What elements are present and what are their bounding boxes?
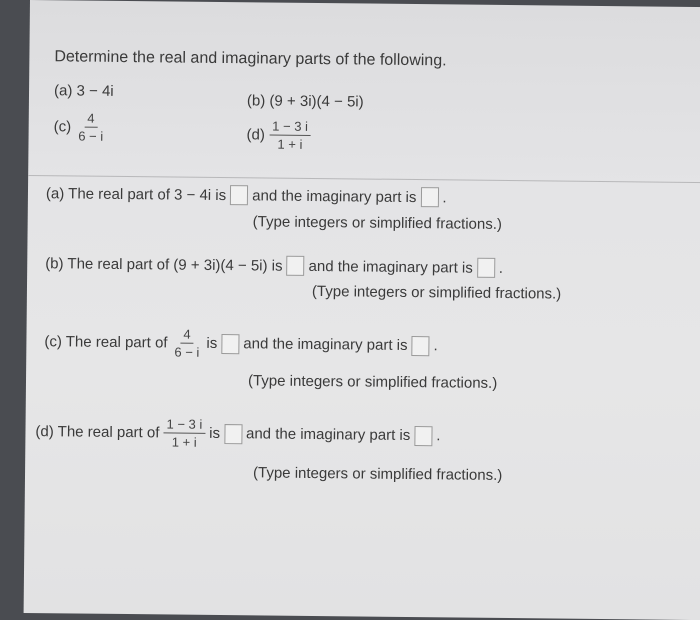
question-a-middle: and the imaginary part is	[252, 186, 417, 206]
item-c-fraction	[75, 110, 106, 143]
item-d-denominator: 1 + i	[277, 136, 303, 152]
question-a	[46, 183, 447, 207]
item-d-numerator: 1 − 3 i	[269, 119, 311, 136]
question-c-end: .	[433, 337, 438, 355]
question-b-hint: (Type integers or simplified fractions.)	[311, 282, 562, 303]
question-b-middle: and the imaginary part is	[308, 257, 473, 277]
item-c-numerator: 4	[84, 111, 97, 128]
answer-a-imaginary-input[interactable]	[420, 187, 438, 207]
question-d-is: is	[209, 424, 221, 443]
question-d-fraction	[163, 416, 205, 449]
item-a-label: (a)	[53, 82, 73, 100]
item-b-label: (b)	[246, 92, 266, 110]
question-d-middle: and the imaginary part is	[245, 425, 411, 445]
question-a-hint: (Type integers or simplified fractions.)	[252, 213, 503, 233]
item-c	[54, 110, 107, 144]
question-b-prefix: (b) The real part of (9 + 3i)(4 − 5i) is	[45, 254, 283, 275]
question-a-end: .	[442, 188, 447, 206]
question-d-prefix: (d) The real part of	[35, 423, 160, 442]
answer-d-imaginary-input[interactable]	[414, 426, 432, 446]
section-divider	[28, 175, 700, 183]
question-d-denominator: 1 + i	[171, 434, 197, 450]
question-c-fraction	[171, 327, 202, 360]
question-c-numerator: 4	[180, 327, 193, 344]
question-c-prefix: (c) The real part of	[44, 333, 168, 352]
question-d-end: .	[436, 427, 441, 445]
item-b	[247, 92, 364, 110]
answer-c-imaginary-input[interactable]	[411, 336, 429, 356]
answer-b-real-input[interactable]	[286, 256, 304, 276]
item-d-label: (d)	[246, 126, 266, 144]
question-heading: Determine the real and imaginary parts of the following.	[54, 48, 447, 70]
answer-d-real-input[interactable]	[224, 424, 242, 444]
answer-b-imaginary-input[interactable]	[477, 258, 495, 278]
answer-c-real-input[interactable]	[221, 334, 239, 354]
question-a-prefix: (a) The real part of 3 − 4i is	[45, 184, 227, 204]
question-c-is: is	[206, 334, 218, 352]
question-d-hint: (Type integers or simplified fractions.)	[252, 464, 503, 484]
item-b-expr: (9 + 3i)(4 − 5i)	[269, 92, 364, 111]
item-d	[246, 118, 311, 152]
item-a	[54, 82, 114, 100]
answer-a-real-input[interactable]	[230, 185, 248, 205]
question-c-middle: and the imaginary part is	[243, 335, 408, 354]
question-c-denominator: 6 − i	[174, 344, 200, 360]
question-b-end: .	[498, 259, 504, 277]
item-c-label: (c)	[53, 118, 72, 136]
question-c-hint: (Type integers or simplified fractions.)	[247, 372, 498, 392]
item-d-fraction	[269, 119, 311, 152]
item-c-denominator: 6 − i	[78, 128, 104, 144]
question-d-numerator: 1 − 3 i	[163, 416, 205, 433]
item-a-expr: 3 − 4i	[76, 82, 114, 100]
question-b	[45, 253, 503, 278]
question-c	[44, 325, 438, 362]
question-d	[35, 415, 440, 452]
question-panel	[24, 0, 700, 620]
